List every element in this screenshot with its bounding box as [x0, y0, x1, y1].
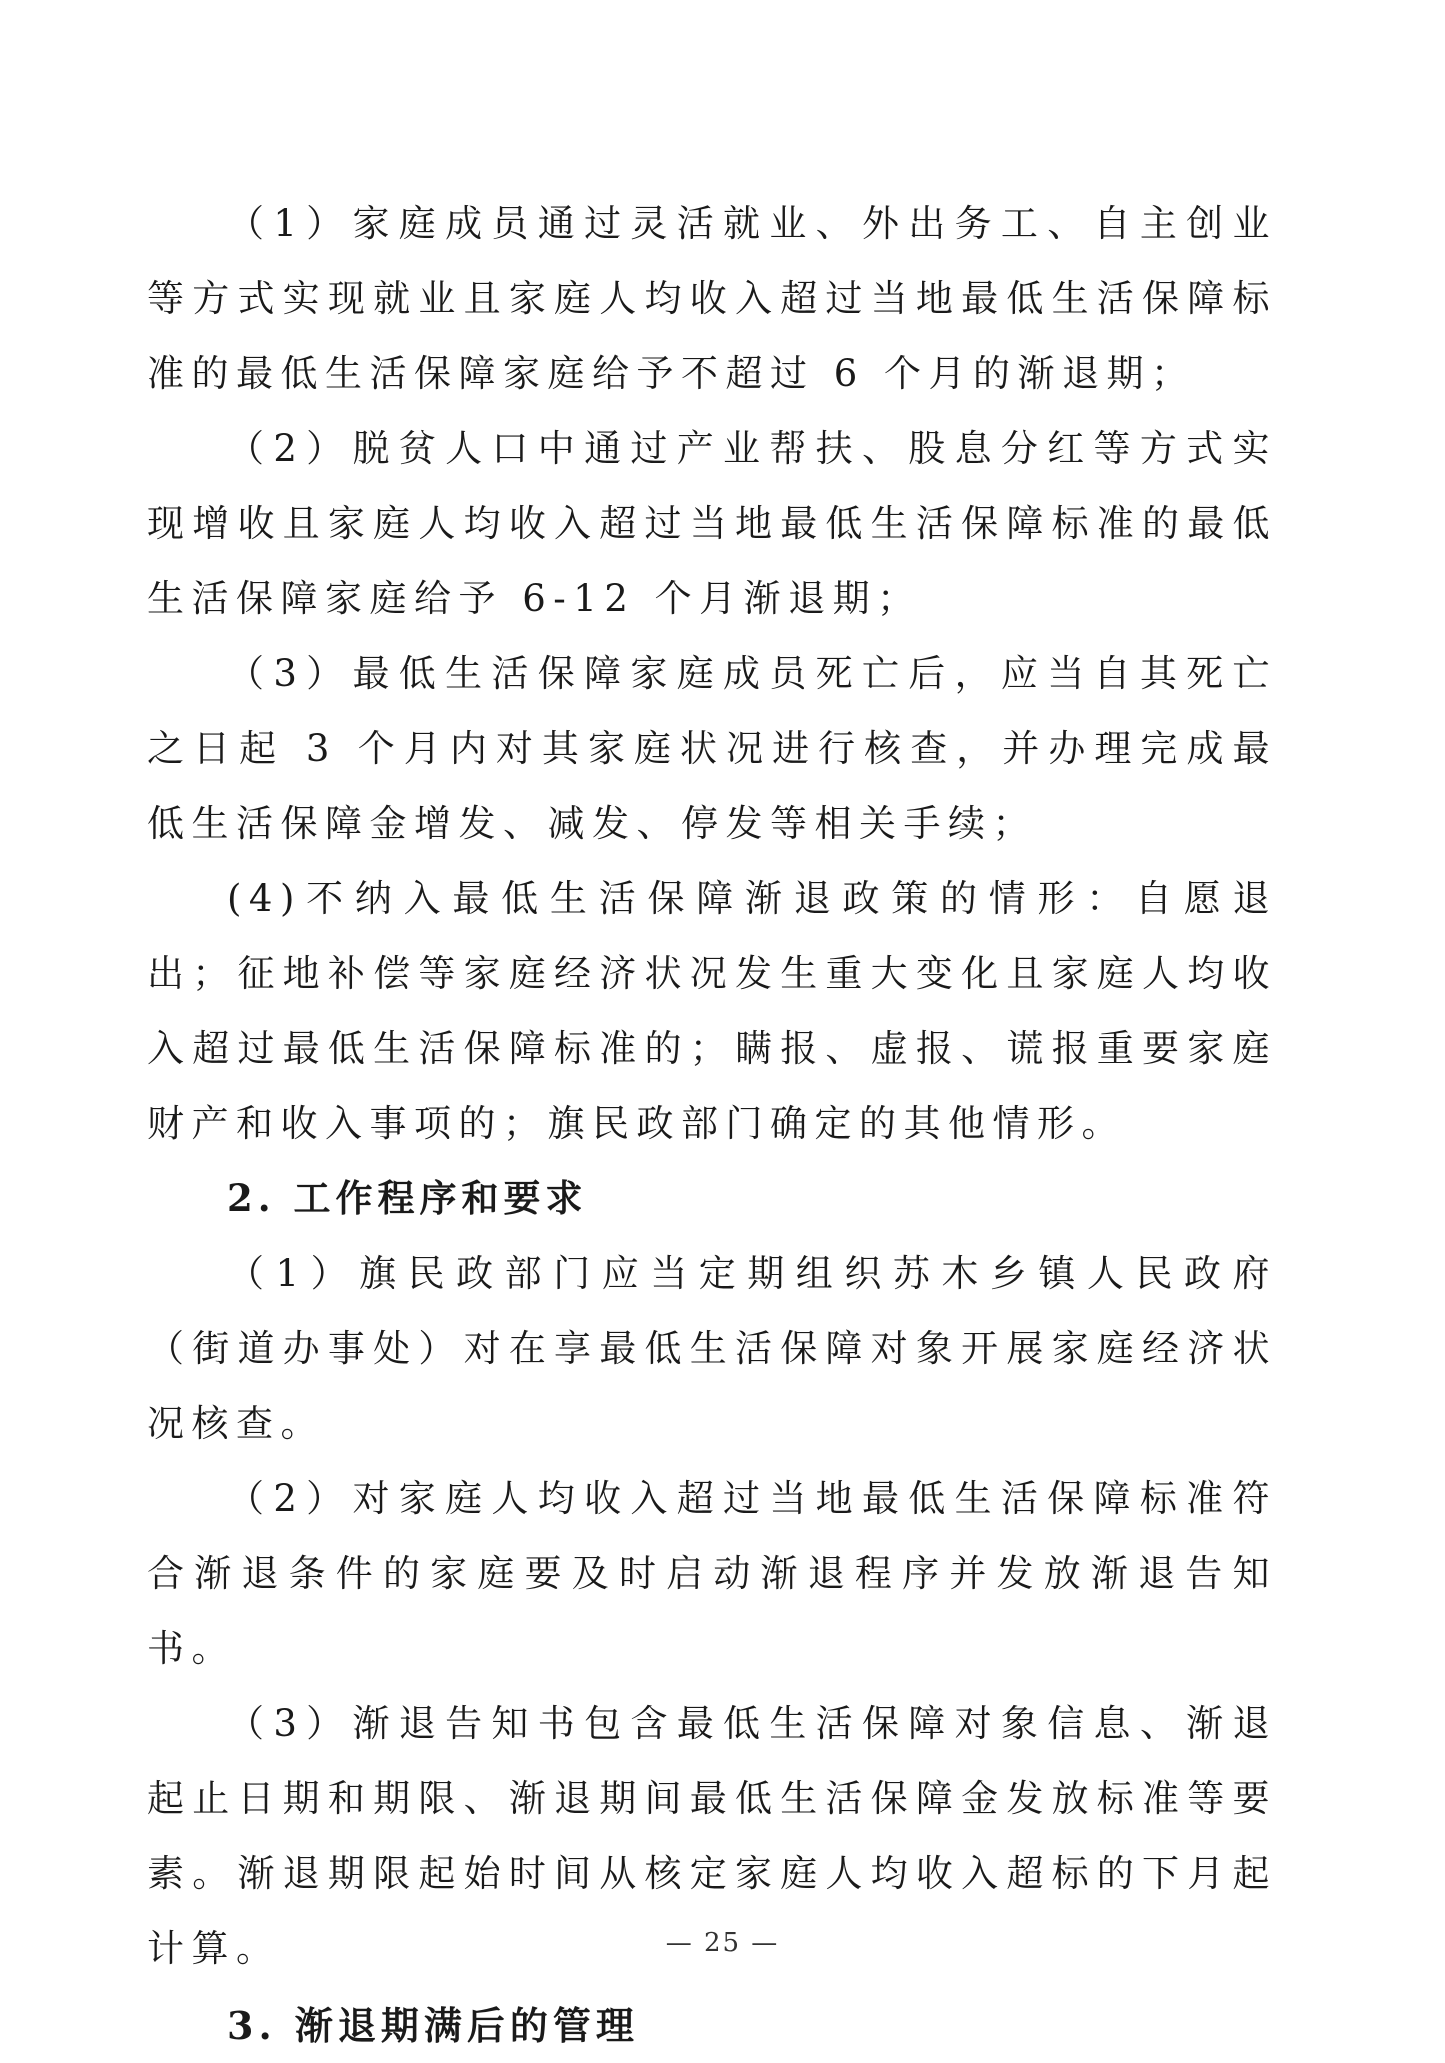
paragraph-procedure-1: （1）旗民政部门应当定期组织苏木乡镇人民政府（街道办事处）对在享最低生活保障对象开展家庭经济状况核查。 [147, 1252, 1277, 1445]
paragraph-item-4: (4)不纳入最低生活保障渐退政策的情形：自愿退出；征地补偿等家庭经济状况发生重大变化且家庭人均收入超过最低生活保障标准的；瞒报、虚报、谎报重要家庭财产和收入事项的；旗民政部门确定的其他情形。 [147, 877, 1277, 1145]
paragraph-item-1: （1）家庭成员通过灵活就业、外出务工、自主创业等方式实现就业且家庭人均收入超过当地最低生活保障标准的最低生活保障家庭给予不超过 6 个月的渐退期； [147, 202, 1277, 395]
section-3-heading: 3. 渐退期满后的管理 [227, 2003, 639, 2048]
document-body [147, 186, 1277, 2063]
paragraph-item-3: （3）最低生活保障家庭成员死亡后，应当自其死亡之日起 3 个月内对其家庭状况进行核查，并办理完成最低生活保障金增发、减发、停发等相关手续； [147, 652, 1277, 845]
paragraph-procedure-3: （3）渐退告知书包含最低生活保障对象信息、渐退起止日期和期限、渐退期间最低生活保障金发放标准等要素。渐退期限起始时间从核定家庭人均收入超标的下月起计算。 [147, 1702, 1277, 1970]
section-2-heading: 2. 工作程序和要求 [227, 1176, 588, 1220]
paragraph-procedure-2: （2）对家庭人均收入超过当地最低生活保障标准符合渐退条件的家庭要及时启动渐退程序并发放渐退告知书。 [147, 1477, 1277, 1670]
page-number: — 25 — [665, 1928, 780, 1958]
paragraph-item-2: （2）脱贫人口中通过产业帮扶、股息分红等方式实现增收且家庭人均收入超过当地最低生活保障标准的最低生活保障家庭给予 6-12 个月渐退期； [147, 427, 1277, 620]
